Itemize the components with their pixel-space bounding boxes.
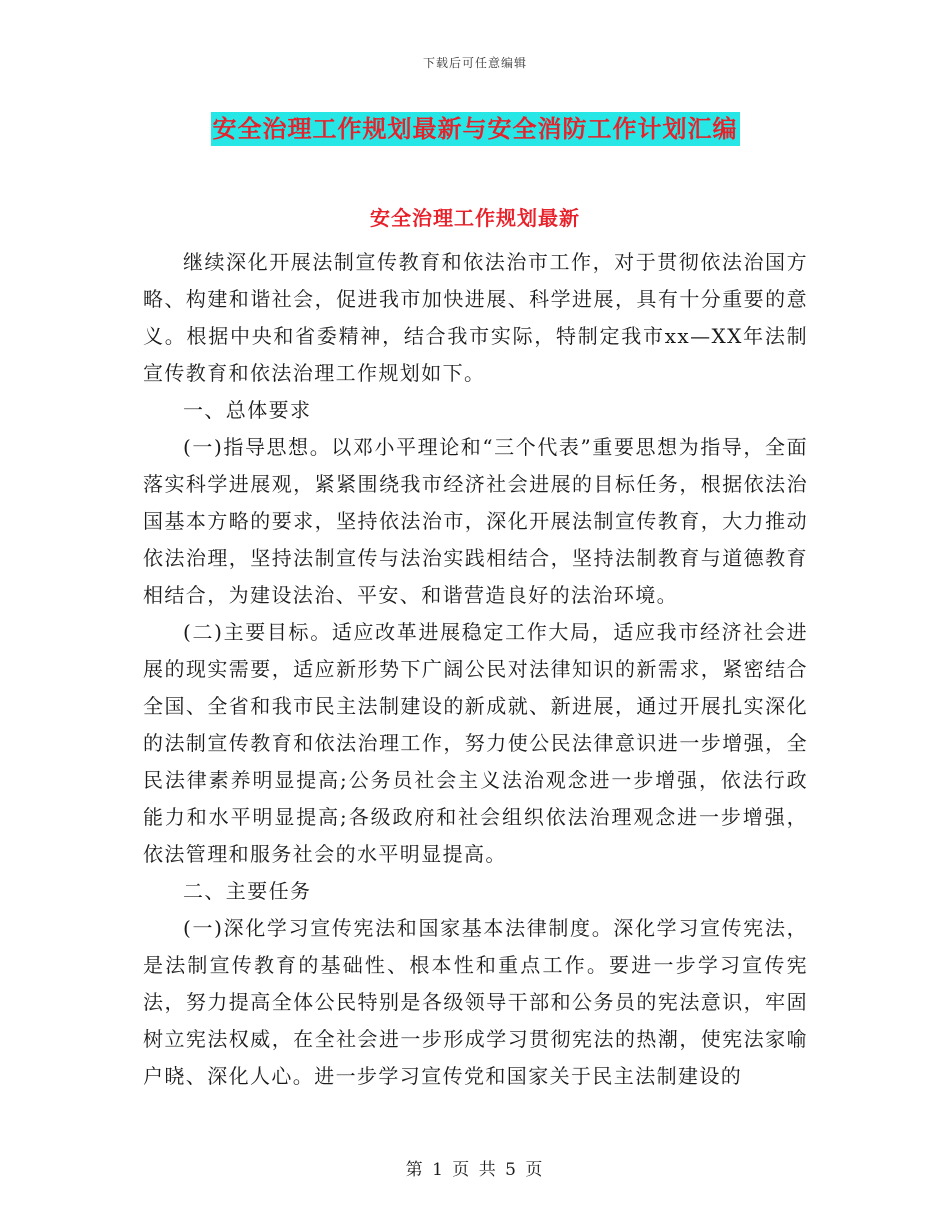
heading-general-requirements: 一、总体要求 — [183, 398, 312, 422]
page-number: 第 1 页 共 5 页 — [405, 1160, 545, 1180]
document-title — [0, 112, 950, 146]
paragraph-main-goals: (二)主要目标。适应改革进展稳定工作大局，适应我市经济社会进展的现实需要，适应新形势下广阔公民对法律知识的新需求，紧密结合全国、全省和我市民主法制建设的新成就、新进展，通过开展扎实深化的法制宣传教育和依法治理工作，努力使公民法律意识进一步增强，全民法律素养明显提高;公务员社会主义法治观念进一步增强，依法行政能力和水平明显提高;各级政府和社会组织依法治理观念进一步增强，依法管理和服务社会的水平明显提高。 — [143, 620, 808, 866]
paragraph-guiding-thought: (一)指导思想。以邓小平理论和“三个代表”重要思想为指导，全面落实科学进展观，紧紧围绕我市经济社会进展的目标任务，根据依法治国基本方略的要求，坚持依法治市，深化开展法制宣传教育，大力推动依法治理，坚持法制宣传与法治实践相结合，坚持法制教育与道德教育相结合，为建设法治、平安、和谐营造良好的法治环境。 — [143, 435, 808, 607]
document-title-text: 安全治理工作规划最新与安全消防工作计划汇编 — [211, 112, 740, 146]
paragraph-constitution: (一)深化学习宣传宪法和国家基本法律制度。深化学习宣传宪法，是法制宣传教育的基础性、根本性和重点工作。要进一步学习宣传宪法，努力提高全体公民特别是各级领导干部和公务员的宪法意识，牢固树立宪法权威，在全社会进一步形成学习贯彻宪法的热潮，使宪法家喻户晓、深化人心。进一步学习宣传党和国家关于民主法制建设的 — [143, 916, 808, 1088]
paragraph-intro: 继续深化开展法制宣传教育和依法治市工作，对于贯彻依法治国方略、构建和谐社会，促进我市加快进展、科学进展，具有十分重要的意义。根据中央和省委精神，结合我市实际，特制定我市xx—XX年法制宣传教育和依法治理工作规划如下。 — [143, 250, 808, 385]
section-title: 安全治理工作规划最新 — [370, 206, 580, 230]
header-note: 下载后可任意编辑 — [422, 56, 527, 70]
heading-main-tasks: 二、主要任务 — [183, 879, 312, 903]
document-body — [143, 244, 808, 1095]
